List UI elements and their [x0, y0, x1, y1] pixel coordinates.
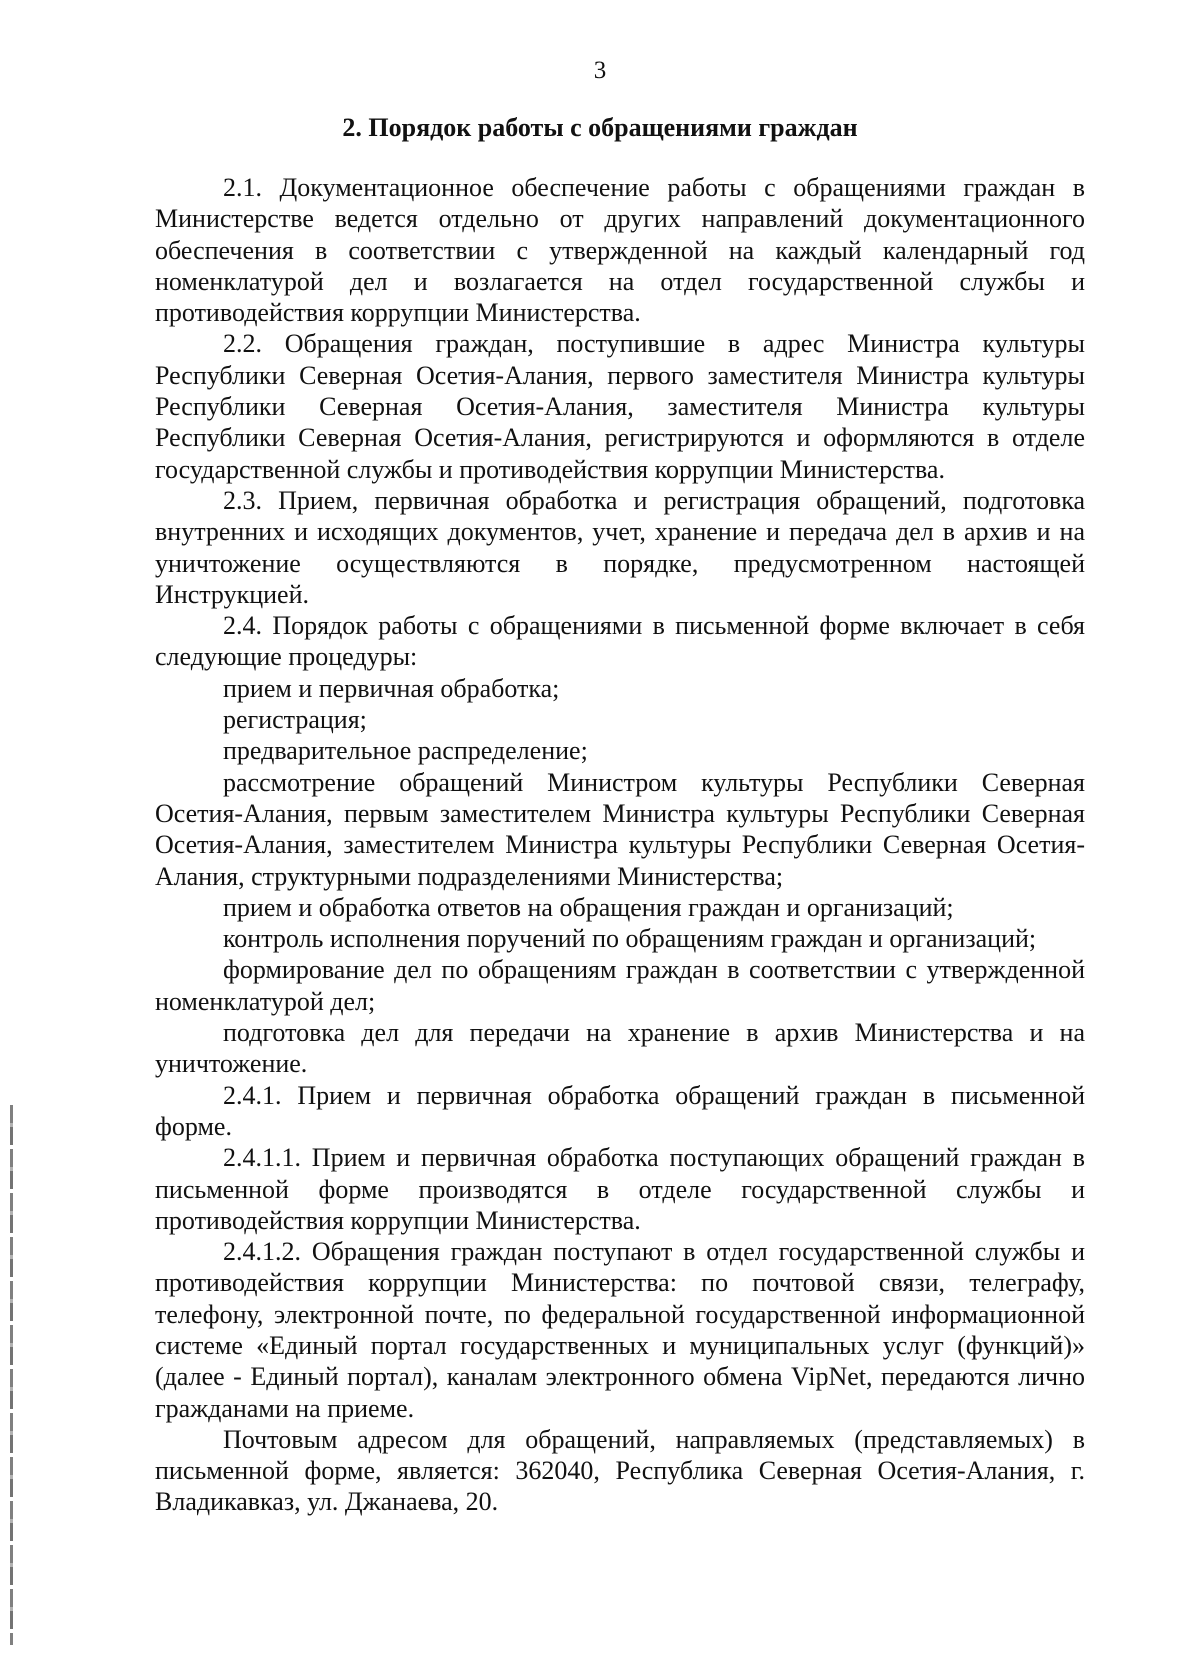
paragraph-2-4-1-1: 2.4.1.1. Прием и первичная обработка поступающих обращений граждан в письменной форме производятся в отделе государственной службы и противодействия коррупции Министерства.: [155, 1143, 1085, 1235]
procedure-item: подготовка дел для передачи на хранение в архив Министерства и на уничтожение.: [155, 1018, 1085, 1079]
section-title: 2. Порядок работы с обращениями граждан: [342, 113, 858, 142]
procedure-item: рассмотрение обращений Министром культуры Республики Северная Осетия-Алания, первым заместителем Министра культуры Республики Северная Осетия-Алания, заместителем Министра культуры Республики Северная Осетия-Алания, структурными подразделениями Министерства;: [155, 767, 1085, 891]
procedure-item: контроль исполнения поручений по обращениям граждан и организаций;: [223, 924, 1037, 954]
page-number: 3: [593, 57, 607, 84]
procedure-item: прием и первичная обработка;: [223, 673, 560, 703]
paragraph-postal-address: Почтовым адресом для обращений, направляемых (представляемых) в письменной форме, является: 362040, Республика Северная Осетия-Алания, г. Владикавказ, ул. Джанаева, 20.: [155, 1424, 1085, 1517]
procedure-item: предварительное распределение;: [223, 736, 588, 766]
paragraph-2-3: 2.3. Прием, первичная обработка и регистрация обращений, подготовка внутренних и исходящих документов, учет, хранение и передача дел в архив и на уничтожение осуществляются в порядке, предусмотренном настоящей Инструкцией.: [155, 485, 1085, 609]
paragraph-2-4-1-2: 2.4.1.2. Обращения граждан поступают в отдел государственной службы и противодействия коррупции Министерства: по почтовой связи, телеграфу, телефону, электронной почте, по федеральной государственной информационной системе «Единый портал государственных и муниципальных услуг (функций)» (далее - Единый портал), каналам электронного обмена VipNet, передаются лично гражданами на приеме.: [155, 1237, 1085, 1423]
paragraph-2-4: 2.4. Порядок работы с обращениями в письменной форме включает в себя следующие процедуры:: [155, 611, 1085, 672]
procedure-item: регистрация;: [223, 705, 367, 735]
paragraph-2-1: 2.1. Документационное обеспечение работы с обращениями граждан в Министерстве ведется отдельно от других направлений документационного обеспечения в соответствии с утвержденной на каждый календарный год номенклатурой дел и возлагается на отдел государственной службы и противодействия коррупции Министерства.: [155, 173, 1085, 328]
body-text: [155, 172, 1085, 1518]
scan-edge-artifact: [10, 1105, 13, 1645]
paragraph-2-2: 2.2. Обращения граждан, поступившие в адрес Министра культуры Республики Северная Осетия-Алания, первого заместителя Министра культуры Республики Северная Осетия-Алания, заместителя Министра культуры Республики Северная Осетия-Алания, регистрируются и оформляются в отделе государственной службы и противодействия коррупции Министерства.: [155, 329, 1085, 484]
procedure-item: формирование дел по обращениям граждан в соответствии с утвержденной номенклатурой дел;: [155, 955, 1085, 1016]
paragraph-2-4-1: 2.4.1. Прием и первичная обработка обращений граждан в письменной форме.: [155, 1080, 1085, 1141]
procedure-item: прием и обработка ответов на обращения граждан и организаций;: [223, 892, 954, 922]
